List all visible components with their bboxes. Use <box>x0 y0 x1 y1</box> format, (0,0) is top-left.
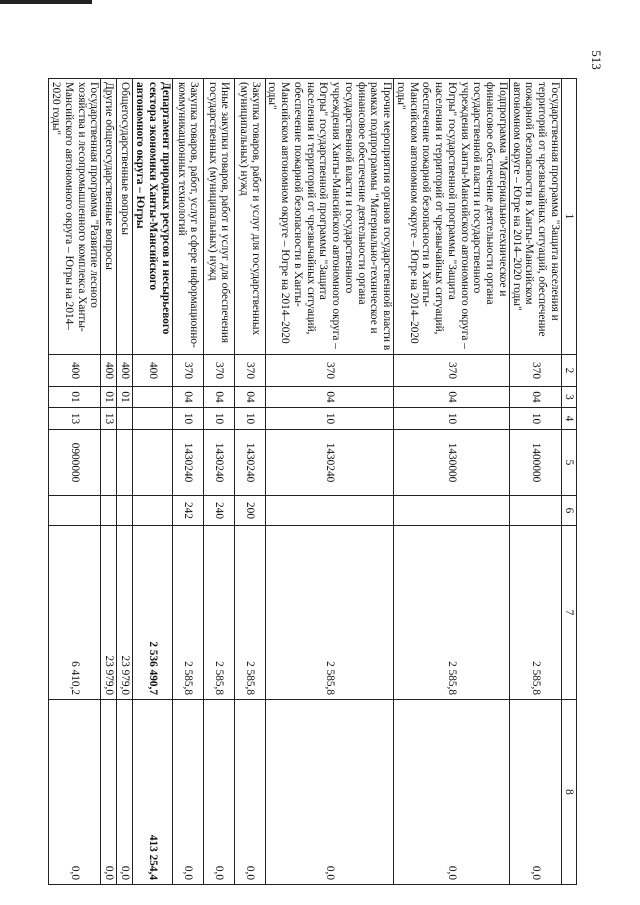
code-6-cell <box>49 496 101 526</box>
table-row <box>203 79 234 885</box>
header-cell: 1 <box>562 79 577 355</box>
code-4-cell: 10 <box>394 408 510 430</box>
table-row <box>172 79 203 885</box>
rotated-table-wrapper <box>50 78 577 884</box>
code-5-cell: 1430240 <box>203 430 234 496</box>
code-3-cell: 01 <box>101 387 117 408</box>
amount-8-cell: 0,0 <box>265 700 394 885</box>
row-name-cell: Закупка товаров, работ и услуг для государственных (муниципальных) нужд <box>234 79 265 355</box>
code-6-cell: 200 <box>234 496 265 526</box>
header-cell: 2 <box>562 355 577 387</box>
code-3-cell: 01 <box>49 387 101 408</box>
scan-edge-bar <box>0 0 92 4</box>
table-row <box>117 79 133 885</box>
amount-7-cell: 23 979,0 <box>101 526 117 700</box>
code-4-cell: 13 <box>49 408 101 430</box>
code-2-cell: 370 <box>234 355 265 387</box>
row-name-cell: Государственная программа "Развитие лесного хозяйства и лесопромышленного комплекса Ханты-Мансийского автономного округа – Югры на 2014–2020 годы" <box>49 79 101 355</box>
table-row <box>133 79 172 885</box>
amount-7-cell: 2 536 490,7 <box>133 526 172 700</box>
page-number: 513 <box>589 50 604 70</box>
code-2-cell: 370 <box>265 355 394 387</box>
amount-8-cell: 0,0 <box>203 700 234 885</box>
code-5-cell <box>101 430 117 496</box>
amount-8-cell: 0,0 <box>117 700 133 885</box>
code-6-cell <box>394 496 510 526</box>
code-2-cell: 400 <box>133 355 172 387</box>
amount-7-cell: 2 585,8 <box>394 526 510 700</box>
table-row <box>265 79 394 885</box>
code-5-cell: 1430240 <box>234 430 265 496</box>
code-6-cell <box>265 496 394 526</box>
code-2-cell: 370 <box>203 355 234 387</box>
code-3-cell: 04 <box>234 387 265 408</box>
header-cell: 5 <box>562 430 577 496</box>
code-5-cell <box>133 430 172 496</box>
row-name-cell: Закупка товаров, работ, услуг в сфере информационно-коммуникационных технологий <box>172 79 203 355</box>
header-cell: 7 <box>562 526 577 700</box>
code-6-cell <box>510 496 562 526</box>
code-5-cell <box>117 430 133 496</box>
header-cell: 8 <box>562 700 577 885</box>
code-6-cell <box>117 496 133 526</box>
table-row <box>101 79 117 885</box>
table-header-row <box>562 79 577 885</box>
row-name-cell: Общегосударственные вопросы <box>117 79 133 355</box>
row-name-cell: Другие общегосударственные вопросы <box>101 79 117 355</box>
table-row <box>234 79 265 885</box>
code-5-cell: 1400000 <box>510 430 562 496</box>
amount-8-cell: 0,0 <box>510 700 562 885</box>
code-2-cell: 400 <box>101 355 117 387</box>
code-5-cell: 1430240 <box>265 430 394 496</box>
code-6-cell <box>133 496 172 526</box>
code-4-cell: 10 <box>234 408 265 430</box>
amount-7-cell: 2 585,8 <box>203 526 234 700</box>
amount-8-cell: 0,0 <box>234 700 265 885</box>
code-2-cell: 370 <box>172 355 203 387</box>
row-name-cell: Прочие мероприятия органов государственной власти в рамках подпрограммы "Материально-техническое и финансовое обеспечение деятельности органа государственной власти и государственного учреждения Ханты-Мансийского автономного округа – Югры" государственной программы "Защита населения и территорий от чрезвычайных ситуаций, обеспечение пожарной безопасности в Ханты-Мансийском автономном округе – Югре на 2014–2020 годы" <box>265 79 394 355</box>
row-name-cell: Иные закупки товаров, работ и услуг для обеспечения государственных (муниципальных) нужд <box>203 79 234 355</box>
code-5-cell: 1430000 <box>394 430 510 496</box>
code-4-cell: 10 <box>203 408 234 430</box>
amount-7-cell: 2 585,8 <box>234 526 265 700</box>
amount-8-cell: 0,0 <box>394 700 510 885</box>
code-4-cell: 10 <box>265 408 394 430</box>
code-4-cell <box>133 408 172 430</box>
code-3-cell: 04 <box>172 387 203 408</box>
header-cell: 6 <box>562 496 577 526</box>
amount-7-cell: 2 585,8 <box>510 526 562 700</box>
code-3-cell: 04 <box>203 387 234 408</box>
amount-8-cell: 0,0 <box>172 700 203 885</box>
code-3-cell: 04 <box>394 387 510 408</box>
code-3-cell: 04 <box>265 387 394 408</box>
amount-7-cell: 2 585,8 <box>172 526 203 700</box>
header-cell: 4 <box>562 408 577 430</box>
code-2-cell: 400 <box>49 355 101 387</box>
code-6-cell: 240 <box>203 496 234 526</box>
row-name-cell: Департамент природных ресурсов и несырьевого сектора экономики Ханты-Мансийского автономного округа – Югры <box>133 79 172 355</box>
code-5-cell: 1430240 <box>172 430 203 496</box>
amount-7-cell: 23 979,0 <box>117 526 133 700</box>
code-3-cell: 04 <box>510 387 562 408</box>
table-row <box>394 79 510 885</box>
code-2-cell: 370 <box>510 355 562 387</box>
code-6-cell <box>101 496 117 526</box>
budget-table <box>49 78 578 885</box>
code-2-cell: 400 <box>117 355 133 387</box>
amount-7-cell: 2 585,8 <box>265 526 394 700</box>
code-4-cell: 10 <box>510 408 562 430</box>
amount-8-cell: 0,0 <box>49 700 101 885</box>
code-4-cell: 10 <box>172 408 203 430</box>
table-row <box>510 79 562 885</box>
amount-8-cell: 0,0 <box>101 700 117 885</box>
amount-7-cell: 6 410,2 <box>49 526 101 700</box>
row-name-cell: Подпрограмма "Материально-техническое и финансовое обеспечение деятельности органа государственной власти и государственного учреждения Ханты-Мансийского автономного округа – Югры" государственной программы "Защита населения и территорий от чрезвычайных ситуаций, обеспечение пожарной безопасности в Ханты-Мансийском автономном округе – Югре на 2014–2020 годы" <box>394 79 510 355</box>
code-3-cell <box>133 387 172 408</box>
row-name-cell: Государственная программа "Защита населения и территорий от чрезвычайных ситуаций, обеспечение пожарной безопасности в Ханты-Мансийском автономном округе – Югре на 2014–2020 годы" <box>510 79 562 355</box>
amount-8-cell: 413 254,4 <box>133 700 172 885</box>
code-4-cell <box>117 408 133 430</box>
code-6-cell: 242 <box>172 496 203 526</box>
code-3-cell: 01 <box>117 387 133 408</box>
code-5-cell: 0900000 <box>49 430 101 496</box>
table-row <box>49 79 101 885</box>
code-4-cell: 13 <box>101 408 117 430</box>
header-cell: 3 <box>562 387 577 408</box>
code-2-cell: 370 <box>394 355 510 387</box>
